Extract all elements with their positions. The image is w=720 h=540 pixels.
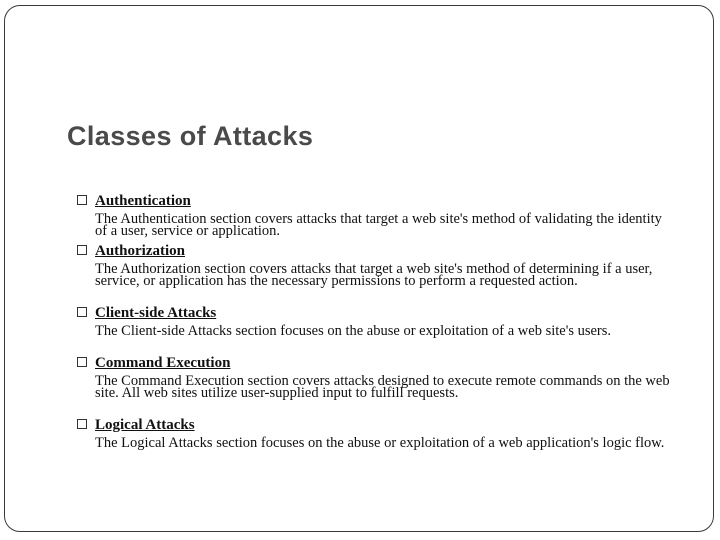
authentication-link[interactable]: Authentication: [95, 193, 191, 209]
authorization-link[interactable]: Authorization: [95, 243, 185, 259]
authorization-description: The Authorization section covers attacks that target a web site's method of determining if a user, service, or application has the necessary permissions to perform a requested action.: [95, 261, 653, 289]
attack-class-list: [77, 192, 677, 466]
square-bullet-icon: [77, 419, 87, 429]
logical-attacks-description: The Logical Attacks section focuses on the abuse or exploitation of a web application's logic flow.: [95, 435, 665, 451]
list-item: [77, 192, 677, 240]
square-bullet-icon: [77, 307, 87, 317]
list-item: [77, 304, 677, 352]
square-bullet-icon: [77, 245, 87, 255]
logical-attacks-link[interactable]: Logical Attacks: [95, 417, 195, 433]
client-side-attacks-description: The Client-side Attacks section focuses on the abuse or exploitation of a web site's users.: [95, 323, 612, 339]
client-side-attacks-link[interactable]: Client-side Attacks: [95, 305, 217, 321]
slide-title: Classes of Attacks: [67, 121, 314, 151]
authentication-description: The Authentication section covers attacks that target a web site's method of validating the identity of a user, service or application.: [95, 211, 662, 239]
command-execution-link[interactable]: Command Execution: [95, 355, 231, 371]
list-item: [77, 354, 677, 414]
square-bullet-icon: [77, 195, 87, 205]
square-bullet-icon: [77, 357, 87, 367]
list-item: [77, 242, 677, 302]
command-execution-description: The Command Execution section covers attacks designed to execute remote commands on the web site. All web sites utilize user-supplied input to fulfill requests.: [95, 373, 670, 401]
list-item: [77, 416, 677, 464]
